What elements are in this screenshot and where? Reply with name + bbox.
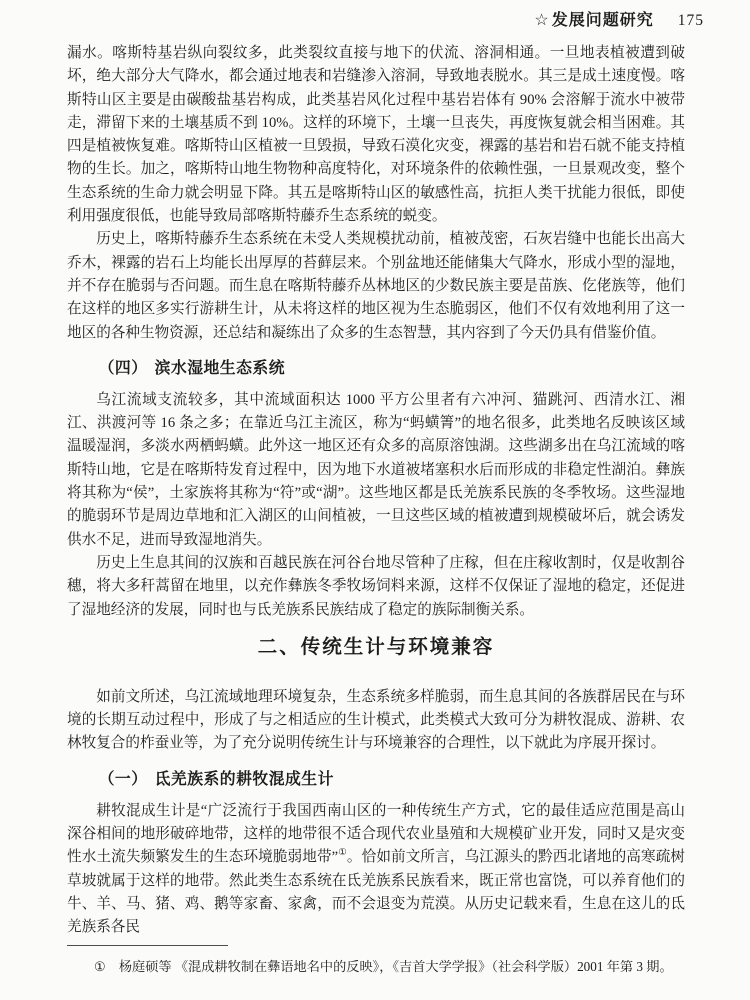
footnote-body: 杨庭硕等 《混成耕牧制在彝语地名中的反映》，《吉首大学学报》（社会科学版）2001 年第 3 期。 <box>118 959 673 974</box>
footnote-area <box>67 945 685 976</box>
paragraph-continuation: 漏水。喀斯特基岩纵向裂纹多，此类裂纹直接与地下的伏流、溶洞相通。一旦地表植被遭到破坏，绝大部分大气降水，都会通过地表和岩缝渗入溶洞，导致地表脱水。其三是成土速度慢。喀斯特山区主要是由碳酸盐基岩构成，此类基岩风化过程中基岩岩体有 90% 会溶解于流水中被带走，滞留下来的土壤基质不到 10%。这样的环境下，土壤一旦丧失，再度恢复就会相当困难。其四是植被恢复难。喀斯特山区植被一旦毁损，导致石漠化灾变，裸露的基岩和岩石就不能支持植物的生长。加之，喀斯特山地生物物种高度特化，对环境条件的依赖性强，一旦景观改变，整个生态系统的生命力就会明显下降。其五是喀斯特山区的敏感性高，抗拒人类干扰能力很低，即使利用强度很低，也能导致局部喀斯特藤乔生态系统的蜕变。 <box>67 45 685 225</box>
paragraph: 乌江流域支流较多，其中流域面积达 1000 平方公里者有六冲河、猫跳河、西清水江、湘江、洪渡河等 16 条之多；在靠近乌江主流区，称为“蚂蟥箐”的地名很多，此类地名反映该区域温暖湿润，多淡水两栖蚂蟥。此外这一地区还有众多的高原溶蚀湖。这些湖多出在乌江流域的喀斯特山地，它是在喀斯特发育过程中，因为地下水道被堵塞积水后而形成的非稳定性湖泊。彝族将其称为“侯”，土家族将其称为“符”或“湖”。这些地区都是氐羌族系民族的冬季牧场。这些湿地的脆弱环节是周边草地和汇入湖区的山间植被，一旦这些区域的植被遭到规模破坏后，就会诱发供水不足，进而导致湿地消失。 <box>67 391 685 548</box>
footnote-reference: ① <box>338 848 347 859</box>
star-icon: ☆ <box>534 12 550 29</box>
paragraph: 历史上生息其间的汉族和百越民族在河谷台地尽管种了庄稼，但在庄稼收割时，仅是收割谷穗，将大多秆蒿留在地里，以充作彝族冬季牧场饲料来源，这样不仅保证了湿地的稳定，还促进了湿地经济的发展，同时也与氐羌族系民族结成了稳定的族际制衡关系。 <box>67 554 685 618</box>
quote-text: 耕牧混成生计是“广泛流行于我国西南山区的一种传统生产方式，它的最佳适应范围是高山深谷相间的地形破碎地带，这样的地带很不适合现代农业垦殖和大规模矿业开发，同时又是灾变性水土流失频繁发生的生态环境脆弱地带” <box>67 802 685 866</box>
running-head-title: 发展问题研究 <box>551 12 654 29</box>
body-text: 。恰如前文所言，乌江源头的黔西北诸地的高寒疏树草坡就属于这样的地带。然此类生态系统在氐羌族系民族看来，既正常也富饶，可以养育他们的牛、羊、马、猪、鸡、鹅等家畜、家禽，而不会退变为荒漠。从历史记载来看，生息在这儿的氐羌族系各民 <box>67 849 685 936</box>
paragraph: 历史上，喀斯特藤乔生态系统在未受人类规模扰动前，植被茂密，石灰岩缝中也能长出高大乔木，裸露的岩石上均能长出厚厚的苔藓层来。个别盆地还能储集大气降水，形成小型的湿地，并不存在脆弱与否问题。而生息在喀斯特藤乔丛林地区的少数民族主要是苗族、仡佬族等，他们在这样的地区多实行游耕生计，从未将这样的地区视为生态脆弱区，他们不仅有效地利用了这一地区的各种生物资源，还总结和凝练出了众多的生态智慧，其内容到了今天仍具有借鉴价值。 <box>67 231 685 341</box>
footnote <box>67 958 685 976</box>
paragraph: 如前文所述，乌江流域地理环境复杂，生态系统多样脆弱，而生息其间的各族群居民在与环境的长期互动过程中，形成了与之相适应的生计模式，此类模式大致可分为耕牧混成、游耕、农林牧复合的柞蚕业等，为了充分说明传统生计与环境兼容的合理性，以下就此为序展开探讨。 <box>67 688 685 752</box>
text-column <box>67 42 685 940</box>
section-title: 氐羌族系的耕牧混成生计 <box>154 770 334 788</box>
running-head <box>534 7 704 30</box>
page-number: 175 <box>677 12 704 29</box>
section-number: （四） <box>98 359 148 377</box>
chapter-heading: 二、传统生计与环境兼容 <box>257 636 495 658</box>
section-title: 滨水湿地生态系统 <box>154 359 285 377</box>
section-heading-four <box>67 357 685 381</box>
footnote-separator <box>67 945 228 946</box>
section-number: （一） <box>98 770 148 788</box>
footnote-mark: ① <box>94 959 106 974</box>
paragraph <box>67 800 685 940</box>
section-heading-one <box>67 768 685 792</box>
